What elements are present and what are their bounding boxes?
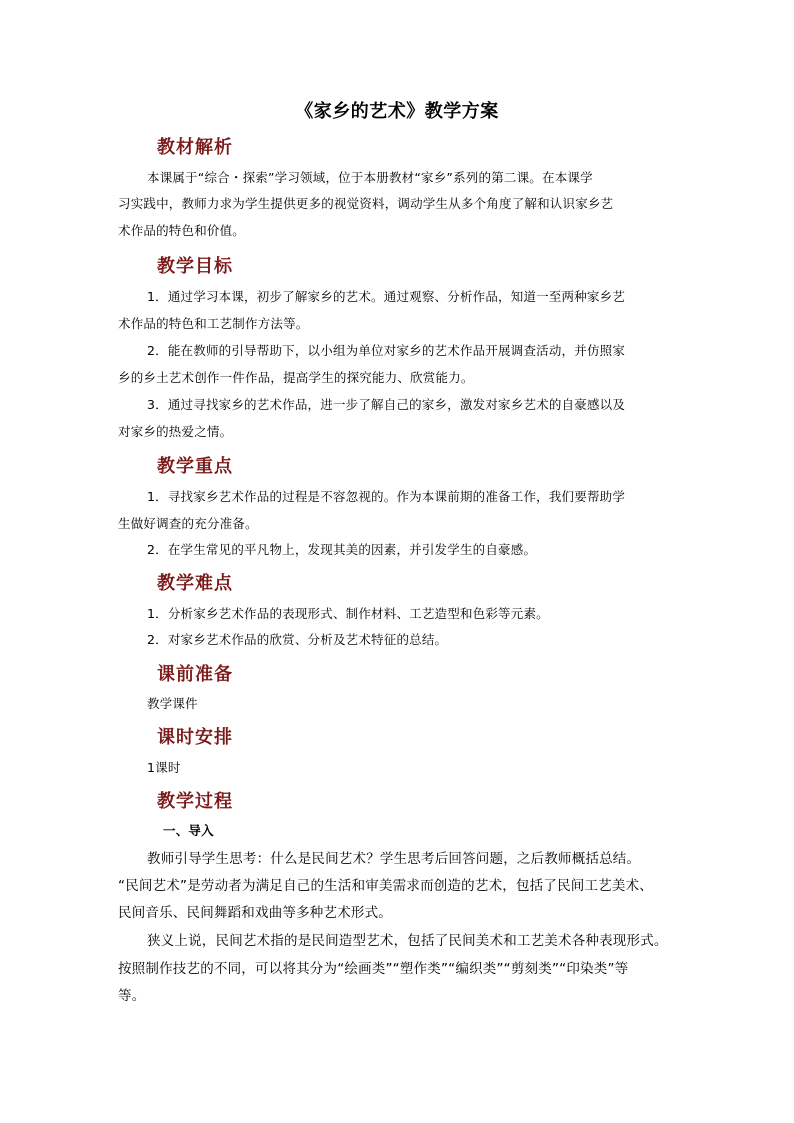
process-line: 等。 [118,988,146,1004]
schedule-line: 1课时 [147,760,181,775]
analysis-line: 本课属于“综合・探索”学习领域，位于本册教材“家乡”系列的第二课。在本课学 [147,170,593,185]
process-line: 按照制作技艺的不同，可以将其分为“绘画类”“塑作类”“编织类”“剪刻类”“印染类”等 [118,961,629,977]
goals-line: 术作品的特色和工艺制作方法等。 [118,316,309,331]
process-line: 狭义上说，民间艺术指的是民间造型艺术，包括了民间美术和工艺美术各种表现形式。 [147,933,668,949]
process-line: 民间音乐、民间舞蹈和戏曲等多种艺术形式。 [118,905,392,921]
keypoints-line: 2．在学生常见的平凡物上，发现其美的因素，并引发学生的自豪感。 [147,542,537,557]
difficulties-line: 1．分析家乡艺术作品的表现形式、制作材料、工艺造型和色彩等元素。 [147,606,549,621]
goals-line: 乡的乡土艺术创作一件作品，提高学生的探究能力、欣赏能力。 [118,370,474,385]
heading-goals: 教学目标 [157,256,233,277]
goals-line: 1．通过学习本课，初步了解家乡的艺术。通过观察、分析作品，知道一至两种家乡艺 [147,289,626,304]
goals-line: 对家乡的热爱之情。 [118,424,233,439]
heading-keypoints: 教学重点 [157,456,233,477]
preparation-line: 教学课件 [147,696,198,711]
keypoints-line: 1．寻找家乡艺术作品的过程是不容忽视的。作为本课前期的准备工作，我们要帮助学 [147,489,626,504]
process-subheading: 一、导入 [163,823,214,838]
heading-analysis: 教材解析 [157,137,233,158]
analysis-line: 习实践中，教师力求为学生提供更多的视觉资料，调动学生从多个角度了解和认识家乡艺 [118,196,614,211]
analysis-line: 术作品的特色和价值。 [118,223,246,238]
document-title: 《家乡的艺术》教学方案 [295,101,499,122]
heading-preparation: 课前准备 [157,664,233,685]
process-line: 教师引导学生思考：什么是民间艺术？学生思考后回答问题，之后教师概括总结。 [147,851,641,867]
process-line: “民间艺术”是劳动者为满足自己的生活和审美需求而创造的艺术，包括了民间工艺美术、 [118,878,653,894]
goals-line: 3．通过寻找家乡的艺术作品，进一步了解自己的家乡，激发对家乡艺术的自豪感以及 [147,397,626,412]
keypoints-line: 生做好调查的充分准备。 [118,516,258,531]
difficulties-line: 2．对家乡艺术作品的欣赏、分析及艺术特征的总结。 [147,632,448,647]
heading-difficulties: 教学难点 [157,573,233,594]
goals-line: 2．能在教师的引导帮助下，以小组为单位对家乡的艺术作品开展调查活动，并仿照家 [147,343,626,358]
heading-schedule: 课时安排 [157,727,233,748]
heading-process: 教学过程 [157,791,233,812]
